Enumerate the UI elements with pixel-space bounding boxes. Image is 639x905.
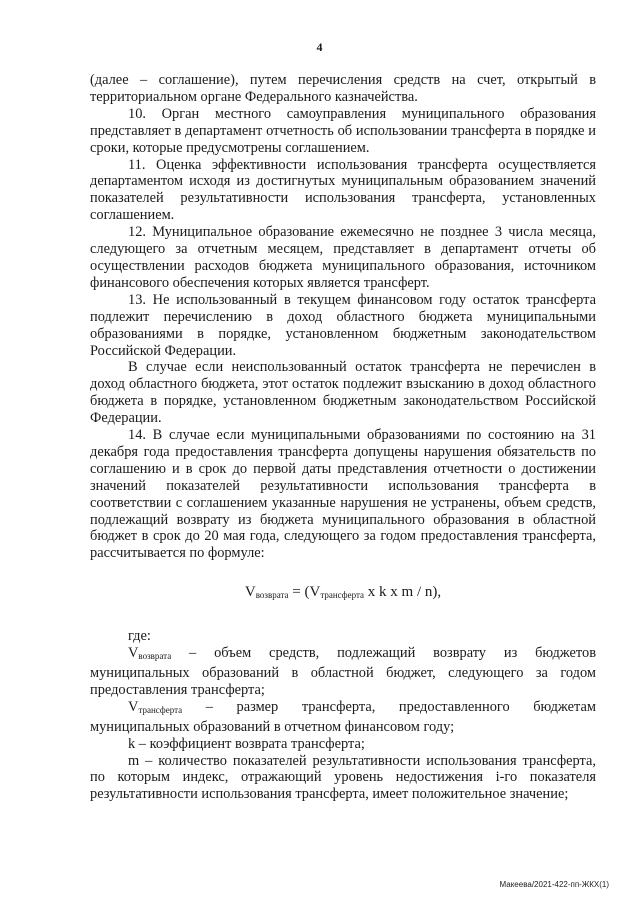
definition-m: m – количество показателей результативности использования трансферта, по которым индекс, отражающий уровень недостижения i-го показателя результативности использования трансферта, имеет положительное значение; xyxy=(90,752,596,803)
page-number: 4 xyxy=(316,40,323,54)
formula-sub-return: возврата xyxy=(255,590,289,601)
where-label: где: xyxy=(128,628,151,645)
formula-sub-transfer: трансферта xyxy=(320,590,365,601)
definition-subscript: трансферта xyxy=(138,704,183,715)
definition-subscript: возврата xyxy=(138,651,172,662)
formula-v-symbol: V xyxy=(244,584,256,601)
document-body xyxy=(90,72,596,803)
paragraph-continuation: (далее – соглашение), путем перечисления средств на счет, открытый в территориальном органе Федерального казначейства. xyxy=(90,72,596,105)
paragraph-13-addendum: В случае если неиспользованный остаток трансферта не перечислен в доход областного бюджета, этот остаток подлежит взысканию в доход областного бюджета в порядке, установленном бюджетным законодательством Российской Федерации. xyxy=(90,359,596,427)
paragraph-12: 12. Муниципальное образование ежемесячно не позднее 3 числа месяца, следующего за отчетным месяцем, представляет в департамент отчеты об осуществлении расходов бюджета муниципального образования, источником финансового обеспечения которых является трансферт. xyxy=(90,224,596,291)
paragraph-14: 14. В случае если муниципальными образованиями по состоянию на 31 декабря года предоставления трансферта допущены нарушения обязательств по соглашению и в срок до первой даты представления отчетности о достижении значений показателей результативности использования трансферта в соответствии с соглашением указанные нарушения не устранены, объем средств, подлежащий возврату из бюджета муниципального образования в областной бюджет в срок до 20 мая года, следующего за годом предоставления трансферта, рассчитывается по формуле: xyxy=(90,427,596,562)
definition-v-return xyxy=(90,645,596,699)
definition-k: k – коэффициент возврата трансферта; xyxy=(128,735,365,752)
return-formula xyxy=(90,584,596,604)
definition-symbol: V xyxy=(128,698,139,715)
document-footer-code: Макеева/2021-422-пп-ЖКХ(1) xyxy=(499,880,609,889)
formula-rest: x k x m / n), xyxy=(364,584,442,601)
paragraph-10: 10. Орган местного самоуправления муниципального образования представляет в департамент отчетность об использовании трансферта в порядке и сроки, которые предусмотрены соглашением. xyxy=(90,105,596,156)
definition-symbol: V xyxy=(128,645,139,662)
definition-v-transfer xyxy=(90,699,596,736)
definition-text: – объем средств, подлежащий возврату из бюджетов муниципальных образований в областной бюджет, следующего за годом предоставления трансферта; xyxy=(90,645,596,698)
formula-eq-open: = (V xyxy=(288,584,321,601)
paragraph-11: 11. Оценка эффективности использования трансферта осуществляется департаментом исходя из достигнутых муниципальным образованием значений показателей результативности использования трансферта, установленных соглашением. xyxy=(90,156,596,224)
paragraph-13: 13. Не использованный в текущем финансовом году остаток трансферта подлежит перечислению в доход областного бюджета муниципальными образованиями в порядке, установленном бюджетным законодательством Российской Федерации. xyxy=(90,291,596,359)
definition-text: – размер трансферта, предоставленного бюджетам муниципальных образований в отчетном финансовом году; xyxy=(90,698,596,735)
